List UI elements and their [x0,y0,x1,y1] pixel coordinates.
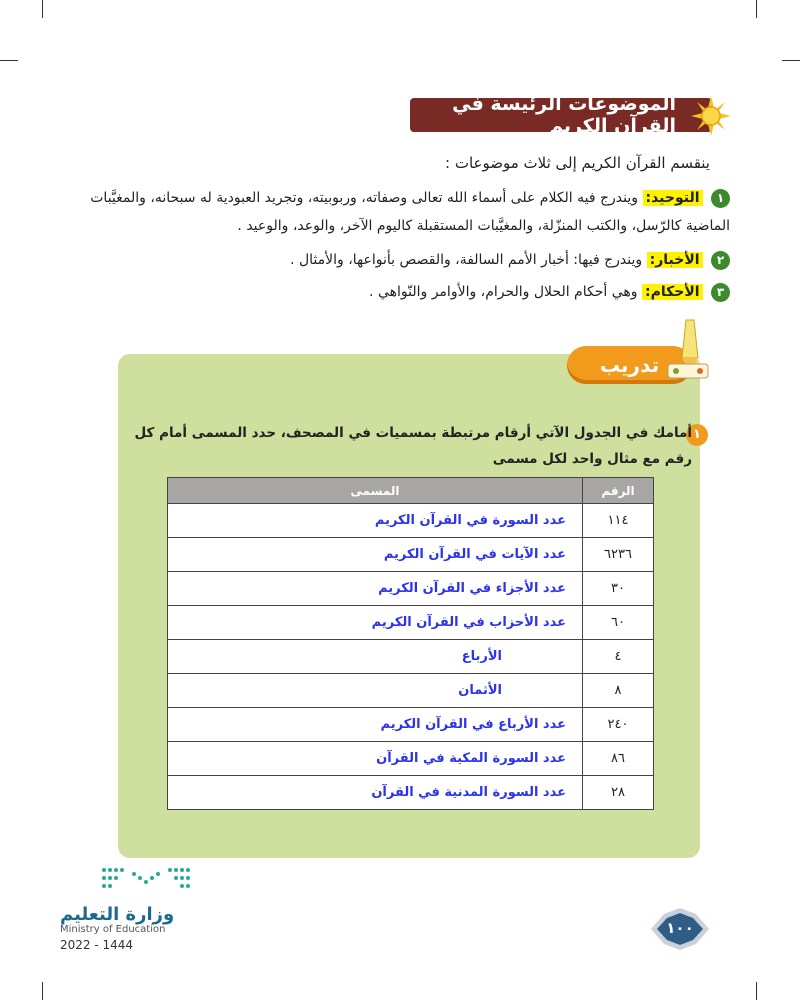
table-row [168,504,654,538]
topic-number: ٣ [711,283,730,302]
row-name: عدد السورة المدنية في القرآن [168,776,583,810]
row-name: عدد الآيات في القرآن الكريم [168,538,583,572]
pencil-icon [664,318,712,384]
row-name: عدد الأجزاء في القرآن الكريم [168,572,583,606]
crop-mark [0,60,18,61]
page-number: ١٠٠ [666,919,694,937]
ministry-name-ar: وزارة التعليم [60,904,175,925]
table-row [168,640,654,674]
section-title-banner [410,93,712,137]
row-name: الأرباع [168,640,583,674]
table-row [168,776,654,810]
header-number: الرقم [583,478,654,504]
section-title: الموضوعات الرئيسة في القرآن الكريم [452,93,676,137]
row-number: ٦٠ [583,606,654,640]
row-name: عدد الأرباع في القرآن الكريم [168,708,583,742]
table-row [168,572,654,606]
topic-key: الأخبار: [647,252,703,268]
row-number: ٣٠ [583,572,654,606]
ministry-logo-icon [100,864,192,896]
row-name: الأثمان [168,674,583,708]
table-row [168,674,654,708]
topic-number: ١ [711,189,730,208]
row-name: عدد السورة في القرآن الكريم [168,504,583,538]
topic-text: وهي أحكام الحلال والحرام، والأوامر والنّواهي . [369,284,638,300]
row-number: ٤ [583,640,654,674]
row-name: عدد الأحزاب في القرآن الكريم [168,606,583,640]
intro-text: ينقسم القرآن الكريم إلى ثلاث موضوعات : [445,154,710,172]
row-number: ٦٢٣٦ [583,538,654,572]
table-row [168,742,654,776]
table-row [168,708,654,742]
topic-item-tawheed [90,184,730,240]
topic-key: الأحكام: [642,284,703,300]
table-row [168,606,654,640]
topic-text: ويندرج فيه الكلام على أسماء الله تعالى وصفاته، وربوبيته، وتجريد العبودية له سبحانه، والمغيَّبات الماضية كالرّسل، والكتب المنزّلة، والمغيَّبات المستقبلة كاليوم الآخر، والوعد، والوعيد . [90,190,730,234]
edition-year: 2022 - 1444 [60,938,134,952]
crop-mark [42,982,43,1000]
table-header-row [168,478,654,504]
row-number: ٢٤٠ [583,708,654,742]
question-number: ١ [686,424,708,446]
row-name: عدد السورة المكية في القرآن [168,742,583,776]
crop-mark [42,0,43,18]
answer-table [167,477,654,810]
sun-icon [691,96,731,136]
crop-mark [782,60,800,61]
crop-mark [756,0,757,18]
ministry-name-en: Ministry of Education [60,924,166,935]
table-row [168,538,654,572]
question-text: أمامك في الجدول الآتي أرقام مرتبطة بمسميات في المصحف، حدد المسمى أمام كل رقم مع مثال واحد لكل مسمى [134,425,692,467]
row-number: ٨ [583,674,654,708]
exercise-label-text: تدريب [599,353,660,377]
topic-number: ٢ [711,251,730,270]
row-number: ٢٨ [583,776,654,810]
header-name: المسمى [168,478,583,504]
crop-mark [756,982,757,1000]
topic-text: ويندرج فيها: أخبار الأمم السالفة، والقصص بأنواعها، والأمثال . [290,252,643,268]
topic-key: التوحيد: [643,190,703,206]
topic-item-ahkam [90,278,730,306]
topic-item-akhbar [90,246,730,274]
row-number: ١١٤ [583,504,654,538]
row-number: ٨٦ [583,742,654,776]
